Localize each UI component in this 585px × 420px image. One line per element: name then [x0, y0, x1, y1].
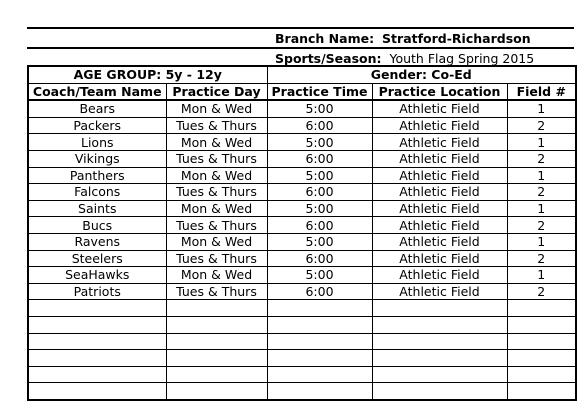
empty-cell: [372, 350, 507, 367]
empty-cell: [267, 333, 372, 350]
location-cell: Athletic Field: [372, 283, 507, 300]
empty-cell: [507, 383, 576, 400]
age-group-cell: AGE GROUP: 5y - 12y: [28, 66, 267, 83]
empty-cell: [507, 316, 576, 333]
field-cell: 1: [507, 167, 576, 184]
empty-cell: [267, 383, 372, 400]
team-cell: SeaHawks: [28, 267, 166, 284]
empty-cell: [28, 333, 166, 350]
location-cell: Athletic Field: [372, 100, 507, 117]
team-cell: Bucs: [28, 217, 166, 234]
table-row: [28, 217, 576, 234]
team-cell: Packers: [28, 117, 166, 134]
table-row: [28, 167, 576, 184]
table-row: [28, 100, 576, 117]
field-cell: 1: [507, 233, 576, 250]
day-cell: Tues & Thurs: [166, 184, 267, 201]
col-header-location: Practice Location: [372, 83, 507, 100]
time-cell: 6:00: [267, 250, 372, 267]
empty-row: [28, 333, 576, 350]
location-cell: Athletic Field: [372, 117, 507, 134]
day-cell: Mon & Wed: [166, 233, 267, 250]
location-cell: Athletic Field: [372, 150, 507, 167]
location-cell: Athletic Field: [372, 267, 507, 284]
empty-cell: [28, 350, 166, 367]
empty-cell: [267, 316, 372, 333]
table-row: [28, 233, 576, 250]
empty-cell: [166, 383, 267, 400]
col-header-day: Practice Day: [166, 83, 267, 100]
location-cell: Athletic Field: [372, 217, 507, 234]
time-cell: 6:00: [267, 217, 372, 234]
empty-cell: [372, 333, 507, 350]
sports-season-value: Youth Flag Spring 2015: [389, 51, 535, 66]
day-cell: Mon & Wed: [166, 100, 267, 117]
empty-cell: [372, 366, 507, 383]
day-cell: Mon & Wed: [166, 134, 267, 151]
empty-cell: [28, 383, 166, 400]
empty-cell: [267, 300, 372, 317]
time-cell: 6:00: [267, 283, 372, 300]
empty-cell: [166, 316, 267, 333]
empty-cell: [166, 366, 267, 383]
gender-cell: Gender: Co-Ed: [267, 66, 576, 83]
location-cell: Athletic Field: [372, 200, 507, 217]
sports-season-label: Sports/Season:: [275, 51, 382, 66]
team-cell: Panthers: [28, 167, 166, 184]
location-cell: Athletic Field: [372, 167, 507, 184]
empty-cell: [28, 316, 166, 333]
team-cell: Bears: [28, 100, 166, 117]
location-cell: Athletic Field: [372, 134, 507, 151]
team-cell: Ravens: [28, 233, 166, 250]
group-band-row: [28, 66, 576, 83]
day-cell: Tues & Thurs: [166, 117, 267, 134]
time-cell: 6:00: [267, 150, 372, 167]
team-cell: Saints: [28, 200, 166, 217]
location-cell: Athletic Field: [372, 233, 507, 250]
field-cell: 2: [507, 217, 576, 234]
field-cell: 1: [507, 100, 576, 117]
field-cell: 2: [507, 250, 576, 267]
day-cell: Mon & Wed: [166, 200, 267, 217]
location-cell: Athletic Field: [372, 184, 507, 201]
field-cell: 2: [507, 184, 576, 201]
empty-cell: [507, 350, 576, 367]
team-cell: Vikings: [28, 150, 166, 167]
team-cell: Lions: [28, 134, 166, 151]
empty-row: [28, 300, 576, 317]
day-cell: Tues & Thurs: [166, 150, 267, 167]
time-cell: 5:00: [267, 100, 372, 117]
team-cell: Patriots: [28, 283, 166, 300]
field-cell: 2: [507, 150, 576, 167]
branch-name-line: [275, 28, 531, 49]
empty-cell: [507, 333, 576, 350]
field-cell: 1: [507, 200, 576, 217]
team-cell: Falcons: [28, 184, 166, 201]
empty-cell: [166, 333, 267, 350]
table-row: [28, 250, 576, 267]
branch-name-label: Branch Name:: [275, 31, 375, 46]
empty-cell: [267, 366, 372, 383]
empty-cell: [166, 300, 267, 317]
empty-cell: [28, 300, 166, 317]
time-cell: 6:00: [267, 184, 372, 201]
col-header-time: Practice Time: [267, 83, 372, 100]
empty-cell: [28, 366, 166, 383]
empty-cell: [372, 316, 507, 333]
empty-row: [28, 316, 576, 333]
column-header-row: [28, 83, 576, 100]
table-row: [28, 150, 576, 167]
field-cell: 1: [507, 267, 576, 284]
empty-row: [28, 350, 576, 367]
empty-cell: [267, 350, 372, 367]
empty-cell: [507, 300, 576, 317]
table-row: [28, 200, 576, 217]
col-header-field: Field #: [507, 83, 576, 100]
empty-row: [28, 366, 576, 383]
col-header-team: Coach/Team Name: [28, 83, 166, 100]
time-cell: 5:00: [267, 167, 372, 184]
time-cell: 5:00: [267, 233, 372, 250]
time-cell: 5:00: [267, 267, 372, 284]
time-cell: 6:00: [267, 117, 372, 134]
time-cell: 5:00: [267, 200, 372, 217]
day-cell: Mon & Wed: [166, 267, 267, 284]
empty-cell: [507, 366, 576, 383]
table-row: [28, 117, 576, 134]
empty-cell: [372, 300, 507, 317]
empty-cell: [372, 383, 507, 400]
day-cell: Mon & Wed: [166, 167, 267, 184]
time-cell: 5:00: [267, 134, 372, 151]
team-cell: Steelers: [28, 250, 166, 267]
table-row: [28, 134, 576, 151]
table-row: [28, 283, 576, 300]
day-cell: Tues & Thurs: [166, 250, 267, 267]
day-cell: Tues & Thurs: [166, 217, 267, 234]
day-cell: Tues & Thurs: [166, 283, 267, 300]
field-cell: 2: [507, 117, 576, 134]
empty-row: [28, 383, 576, 400]
table-row: [28, 267, 576, 284]
field-cell: 2: [507, 283, 576, 300]
field-cell: 1: [507, 134, 576, 151]
schedule-table: [27, 65, 577, 401]
table-row: [28, 184, 576, 201]
branch-name-value: Stratford-Richardson: [382, 31, 531, 46]
empty-cell: [166, 350, 267, 367]
location-cell: Athletic Field: [372, 250, 507, 267]
